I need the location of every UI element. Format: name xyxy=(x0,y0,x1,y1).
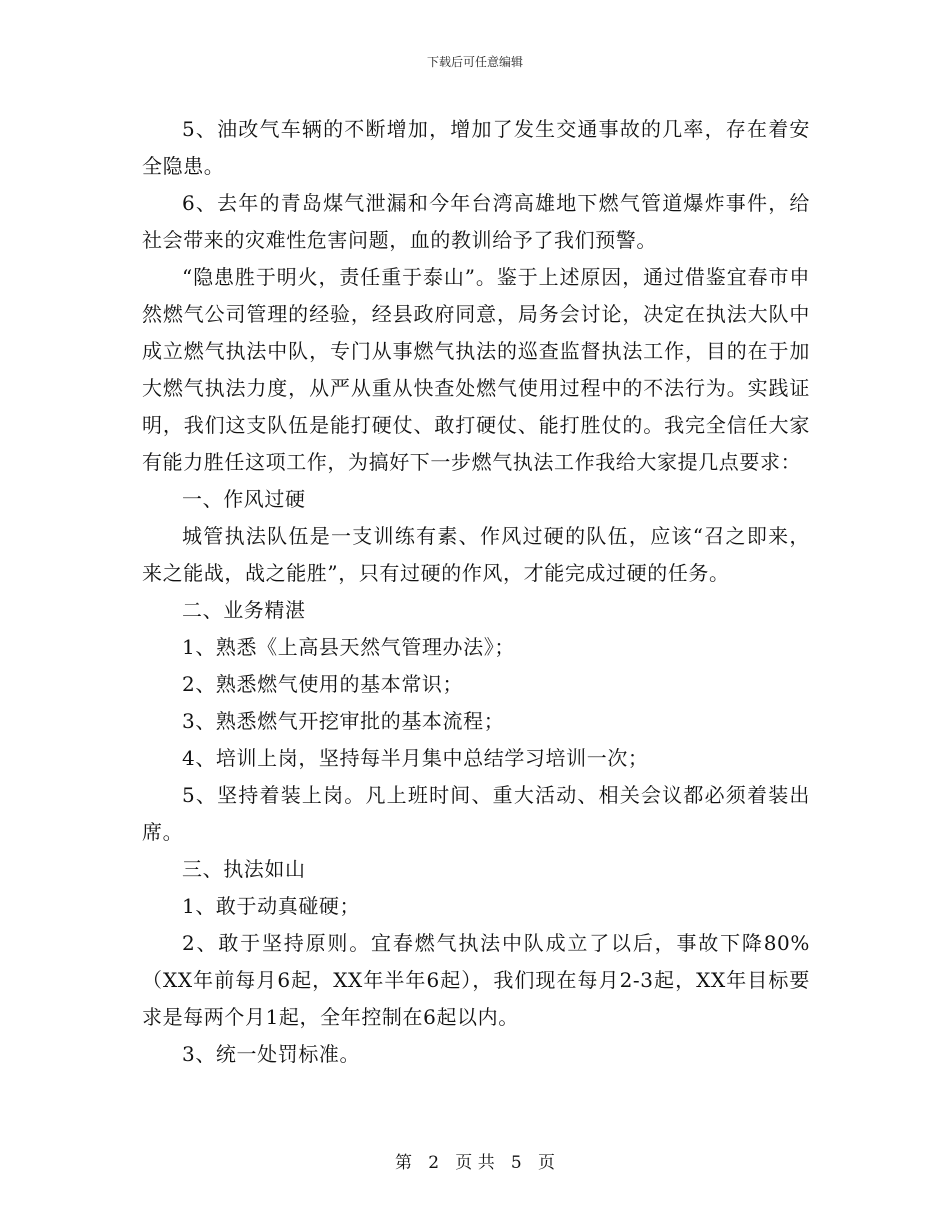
page-header-note: 下载后可任意编辑 xyxy=(426,55,523,69)
paragraph-section-1: 城管执法队伍是一支训练有素、作风过硬的队伍，应该“召之即来，来之能战，战之能胜”，只有过硬的作风，才能完成过硬的任务。 xyxy=(142,524,810,585)
total-page-count: 5 xyxy=(510,1153,522,1173)
list-item: 1、敢于动真碰硬； xyxy=(182,894,361,918)
list-item: 1、熟悉《上高县天然气管理办法》； xyxy=(182,635,515,659)
list-item: 3、熟悉燃气开挖审批的基本流程； xyxy=(182,709,505,733)
footer-middle: 页 共 xyxy=(455,1153,495,1173)
current-page-number: 2 xyxy=(428,1153,440,1173)
paragraph-item-6: 6、去年的青岛煤气泄漏和今年台湾高雄地下燃气管道爆炸事件，给社会带来的灾难性危害问题，血的教训给予了我们预警。 xyxy=(142,191,810,252)
list-item: 2、敢于坚持原则。宜春燃气执法中队成立了以后，事故下降80%（XX年前每月6起，XX年半年6起），我们现在每月2-3起，XX年目标要求是每两个月1起，全年控制在6起以内。 xyxy=(142,931,810,1029)
page-footer xyxy=(0,1152,950,1174)
footer-prefix: 第 xyxy=(395,1153,413,1173)
section-heading-1: 一、作风过硬 xyxy=(182,487,306,511)
footer-suffix: 页 xyxy=(537,1153,555,1173)
paragraph-safety-warning: “隐患胜于明火，责任重于泰山”。鉴于上述原因，通过借鉴宜春市申然燃气公司管理的经验，经县政府同意，局务会讨论，决定在执法大队中成立燃气执法中队，专门从事燃气执法的巡查监督执法工作，目的在于加大燃气执法力度，从严从重从快查处燃气使用过程中的不法行为。实践证明，我们这支队伍是能打硬仗、敢打硬仗、能打胜仗的。我完全信任大家有能力胜任这项工作，为搞好下一步燃气执法工作我给大家提几点要求： xyxy=(142,265,810,474)
section-heading-3: 三、执法如山 xyxy=(182,857,306,881)
list-item: 3、统一处罚标准。 xyxy=(182,1042,361,1066)
list-item: 4、培训上岗，坚持每半月集中总结学习培训一次； xyxy=(182,746,649,770)
list-item: 2、熟悉燃气使用的基本常识； xyxy=(182,672,464,696)
paragraph-item-5: 5、油改气车辆的不断增加，增加了发生交通事故的几率，存在着安全隐患。 xyxy=(142,117,810,178)
section-heading-2: 二、业务精湛 xyxy=(182,598,306,622)
list-item: 5、坚持着装上岗。凡上班时间、重大活动、相关会议都必须着装出席。 xyxy=(142,783,810,844)
document-body xyxy=(142,111,810,1073)
